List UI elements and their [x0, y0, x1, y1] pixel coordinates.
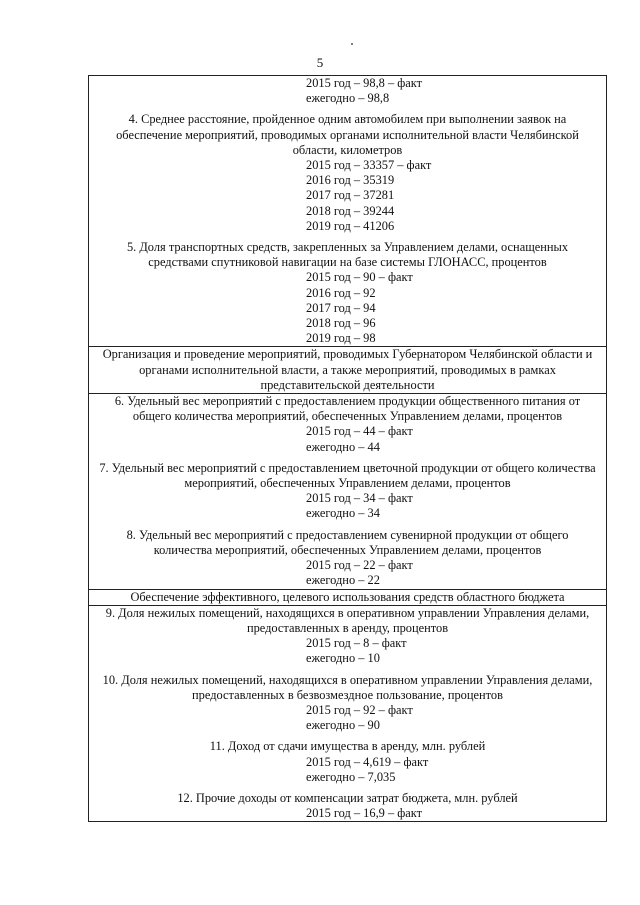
indicator-value-line: 2016 год – 35319: [306, 173, 395, 188]
indicator-title: 10. Доля нежилых помещений, находящихся в оперативном управлении Управления делами, предоставленных в безвозмездное пользование, процентов: [102, 672, 593, 702]
indicator-value-line: 2015 год – 34 – факт: [306, 491, 413, 506]
indicator-values: [89, 806, 606, 821]
section-title: Организация и проведение мероприятий, проводимых Губернатором Челябинской области и органами исполнительной власти, а также мероприятий, проводимых в рамках представительской деятельности: [102, 347, 593, 392]
indicator-value-line: 2018 год – 39244: [306, 203, 395, 218]
indicator-value-line: 2017 год – 94: [306, 300, 376, 315]
indicator-value-line: 2015 год – 90 – факт: [306, 270, 413, 285]
indicator-value-line: ежегодно – 22: [306, 573, 380, 588]
indicator-title: 11. Доход от сдачи имущества в аренду, млн. рублей: [209, 739, 486, 754]
indicator-value-line: 2017 год – 37281: [306, 188, 395, 203]
indicator-values: [89, 424, 606, 454]
indicator-block: [89, 785, 606, 821]
indicator-title: 4. Среднее расстояние, пройденное одним автомобилем при выполнении заявок на обеспечение мероприятий, проводимых органами исполнительной власти Челябинской области, километров: [116, 112, 579, 157]
indicator-block: [89, 455, 606, 522]
indicator-values: [89, 491, 606, 521]
section-title: Обеспечение эффективного, целевого использования средств областного бюджета: [130, 589, 565, 604]
indicator-block: [89, 234, 606, 346]
indicator-value-line: ежегодно – 98,8: [306, 91, 390, 106]
indicator-block: [89, 76, 606, 106]
indicator-value-line: 2019 год – 98: [306, 331, 376, 346]
indicator-values: [89, 703, 606, 733]
indicators-table: [88, 75, 607, 822]
indicator-values: [89, 76, 606, 106]
indicator-value-line: ежегодно – 34: [306, 506, 380, 521]
indicator-title: 9. Доля нежилых помещений, находящихся в оперативном управлении Управления делами, предоставленных в аренду, процентов: [105, 605, 590, 635]
indicators-row: [89, 606, 606, 823]
indicator-values: [89, 270, 606, 346]
indicator-value-line: 2015 год – 33357 – факт: [306, 158, 432, 173]
indicator-block: [89, 606, 606, 667]
indicators-row: [89, 394, 606, 589]
indicator-value-line: 2015 год – 44 – факт: [306, 424, 413, 439]
indicator-value-line: 2015 год – 98,8 – факт: [306, 76, 423, 90]
section-header-row: [89, 347, 606, 394]
indicator-value-line: 2015 год – 8 – факт: [306, 636, 407, 651]
page-number: 5: [316, 55, 324, 70]
indicator-value-line: 2016 год – 92: [306, 285, 376, 300]
indicator-title: 12. Прочие доходы от компенсации затрат бюджета, млн. рублей: [177, 790, 518, 805]
indicator-block: [89, 106, 606, 234]
indicator-block: [89, 667, 606, 734]
indicator-value-line: ежегодно – 10: [306, 651, 380, 666]
indicator-values: [89, 755, 606, 785]
indicator-block: [89, 522, 606, 589]
indicator-value-line: ежегодно – 90: [306, 718, 380, 733]
indicator-value-line: 2019 год – 41206: [306, 218, 395, 233]
scan-speck: [351, 43, 353, 45]
indicator-value-line: 2015 год – 92 – факт: [306, 702, 413, 717]
indicator-values: [89, 636, 606, 666]
indicator-block: [89, 394, 606, 455]
indicator-value-line: 2018 год – 96: [306, 316, 376, 331]
indicators-row: [89, 75, 606, 347]
indicator-block: [89, 733, 606, 785]
indicator-values: [89, 158, 606, 234]
indicator-value-line: 2015 год – 16,9 – факт: [306, 806, 423, 821]
indicator-value-line: ежегодно – 7,035: [306, 769, 396, 784]
indicator-values: [89, 558, 606, 588]
indicator-title: 7. Удельный вес мероприятий с предоставлением цветочной продукции от общего количества мероприятий, обеспеченных Управлением делами, процентов: [99, 460, 596, 491]
indicator-title: 8. Удельный вес мероприятий с предоставлением сувенирной продукции от общего количества мероприятий, обеспеченных Управлением делами, процентов: [126, 527, 569, 557]
indicator-title: 5. Доля транспортных средств, закрепленных за Управлением делами, оснащенных средствами спутниковой навигации на базе системы ГЛОНАСС, процентов: [126, 240, 569, 270]
indicator-value-line: 2015 год – 22 – факт: [306, 558, 413, 573]
section-header-row: [89, 590, 606, 606]
indicator-title: 6. Удельный вес мероприятий с предоставлением продукции общественного питания от общего количества мероприятий, обеспеченных Управлением делами, процентов: [114, 394, 581, 424]
indicator-value-line: 2015 год – 4,619 – факт: [306, 754, 429, 769]
indicator-value-line: ежегодно – 44: [306, 439, 380, 454]
